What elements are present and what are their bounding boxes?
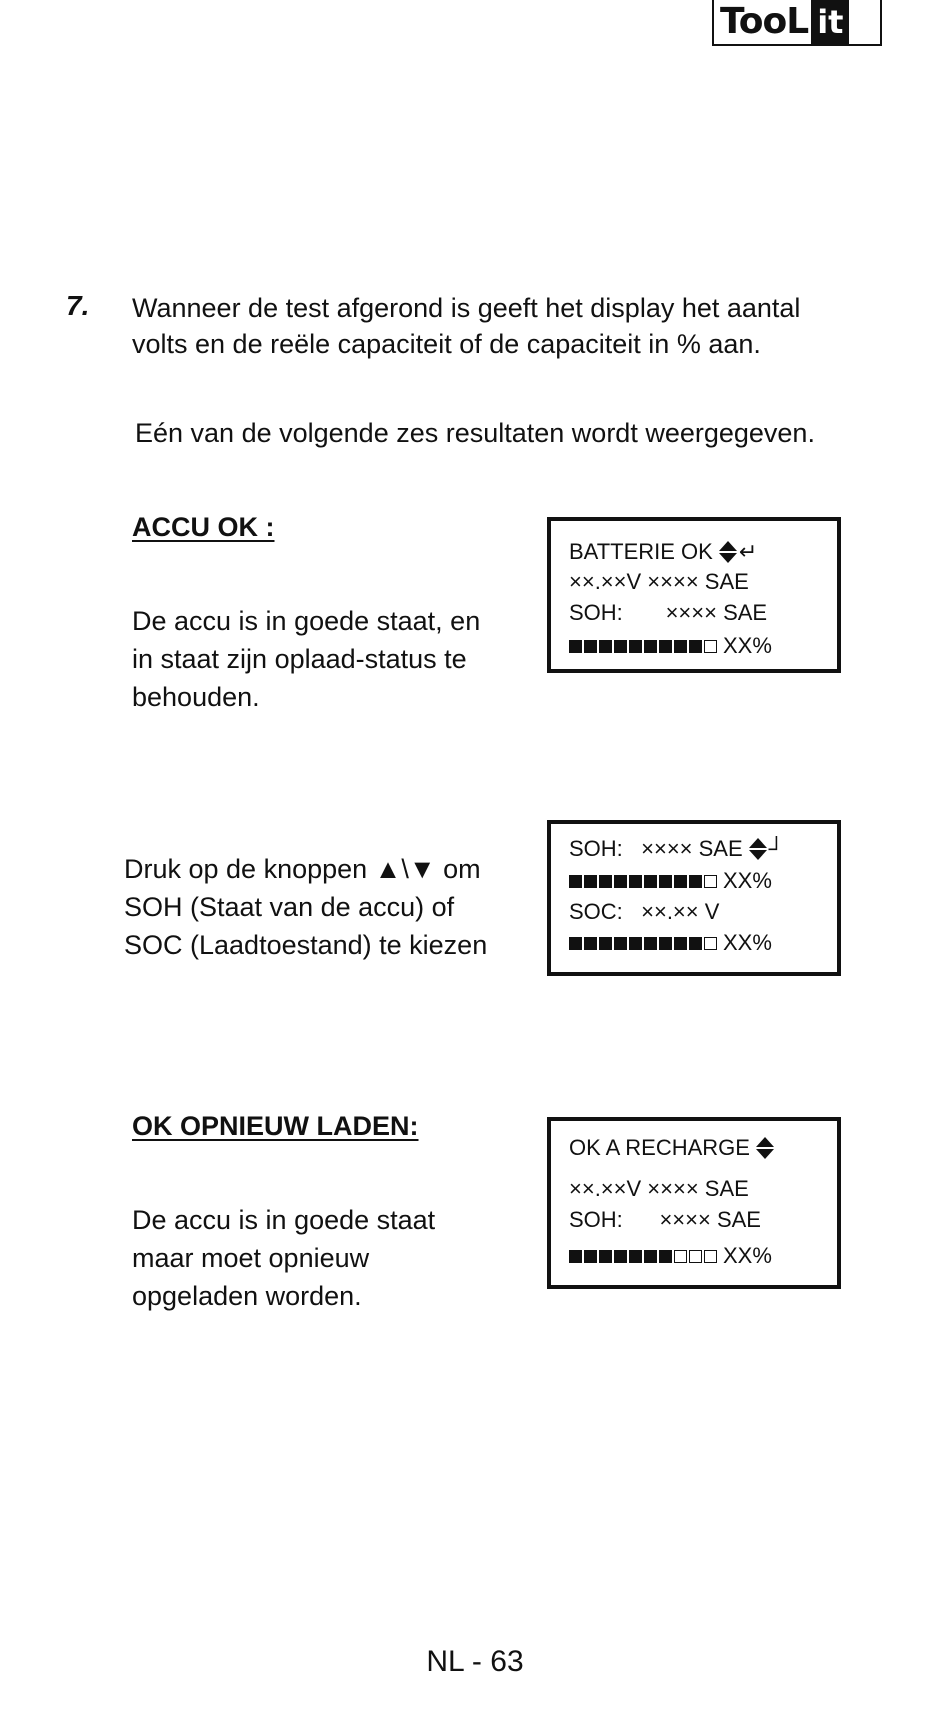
- section1-desc-line: behouden.: [132, 682, 260, 712]
- bar-segment-filled: [614, 640, 627, 653]
- step-line-1: Wanneer de test afgerond is geeft het display het aantal: [132, 293, 801, 323]
- bar-segment-filled: [614, 875, 627, 888]
- bar-segment-filled: [689, 640, 702, 653]
- bar-segment-filled: [569, 1250, 582, 1263]
- section3-desc-line: opgeladen worden.: [132, 1281, 362, 1311]
- logo-it-text: it: [811, 0, 849, 45]
- up-down-arrows-icon: [749, 838, 767, 860]
- bar-segment-empty: [704, 1250, 717, 1263]
- enter-icon: ┘: [768, 836, 785, 861]
- bar-segment-filled: [599, 937, 612, 950]
- soh-percent: XX%: [723, 868, 772, 893]
- lcd-soh-text: SOH: ×××× SAE: [569, 836, 743, 861]
- bar-segment-empty: [674, 1250, 687, 1263]
- lcd-row: [569, 930, 772, 956]
- bar-segment-filled: [674, 875, 687, 888]
- bar-segment-filled: [614, 937, 627, 950]
- lcd-status-text: OK A RECHARGE: [569, 1135, 750, 1160]
- bar-segment-filled: [599, 875, 612, 888]
- lcd-row: [569, 1135, 774, 1161]
- lcd-row: [569, 868, 772, 894]
- section2-desc-line: Druk op de knoppen ▲\▼ om: [124, 854, 481, 884]
- lcd-row: [569, 1243, 772, 1269]
- bar-segment-filled: [659, 937, 672, 950]
- bar-segment-filled: [629, 875, 642, 888]
- bar-segment-filled: [584, 937, 597, 950]
- bar-segment-filled: [584, 1250, 597, 1263]
- step-number: 7.: [66, 290, 90, 321]
- capacity-bar: [569, 640, 717, 653]
- section1-desc-line: in staat zijn oplaad-status te: [132, 644, 467, 674]
- bar-segment-filled: [659, 1250, 672, 1263]
- lcd-row: [569, 633, 772, 659]
- lcd-status-text: BATTERIE OK: [569, 539, 713, 564]
- capacity-bar: [569, 1250, 717, 1263]
- lcd-row: SOH: ×××× SAE: [569, 600, 768, 625]
- section3-heading: OK OPNIEUW LADEN:: [132, 1111, 419, 1141]
- step-line-2: volts en de reële capaciteit of de capaciteit in % aan.: [132, 329, 761, 359]
- section2-description: [124, 850, 487, 964]
- intro-text: Eén van de volgende zes resultaten wordt weergegeven.: [135, 418, 815, 448]
- lcd-row: [569, 539, 757, 565]
- bar-segment-filled: [599, 640, 612, 653]
- toolit-logo: [712, 0, 882, 46]
- bar-segment-filled: [569, 937, 582, 950]
- bar-segment-filled: [689, 875, 702, 888]
- up-down-arrows-icon: [756, 1137, 774, 1159]
- lcd-row: ××.××V ×××× SAE: [569, 1176, 749, 1201]
- soc-bar: [569, 937, 717, 950]
- bar-segment-filled: [659, 640, 672, 653]
- bar-segment-filled: [629, 1250, 642, 1263]
- section3-desc-line: De accu is in goede staat: [132, 1205, 436, 1235]
- bar-segment-empty: [704, 640, 717, 653]
- section2-desc-line: SOC (Laadtoestand) te kiezen: [124, 930, 488, 960]
- bar-segment-filled: [689, 937, 702, 950]
- bar-segment-filled: [569, 875, 582, 888]
- lcd-row: [569, 836, 784, 862]
- section2-desc-line: SOH (Staat van de accu) of: [124, 892, 455, 922]
- section1-heading: ACCU OK :: [132, 512, 275, 542]
- bar-segment-empty: [704, 875, 717, 888]
- bar-segment-filled: [644, 875, 657, 888]
- logo-tool-text: TooL: [720, 1, 809, 42]
- bar-segment-filled: [629, 937, 642, 950]
- lcd-row: ××.××V ×××× SAE: [569, 569, 749, 594]
- bar-segment-filled: [674, 640, 687, 653]
- up-down-arrows-icon: [719, 541, 737, 563]
- bar-segment-filled: [584, 875, 597, 888]
- bar-segment-filled: [644, 937, 657, 950]
- soc-percent: XX%: [723, 930, 772, 955]
- lcd-display-ok-recharge: [547, 1117, 841, 1289]
- bar-segment-filled: [614, 1250, 627, 1263]
- bar-segment-filled: [644, 1250, 657, 1263]
- section3-desc-line: maar moet opnieuw: [132, 1243, 370, 1273]
- bar-segment-filled: [569, 640, 582, 653]
- lcd-row: SOH: ×××× SAE: [569, 1207, 761, 1232]
- bar-segment-filled: [584, 640, 597, 653]
- bar-segment-filled: [629, 640, 642, 653]
- enter-icon: ↵: [738, 539, 758, 564]
- bar-segment-empty: [689, 1250, 702, 1263]
- bar-segment-filled: [599, 1250, 612, 1263]
- step-text: [132, 290, 892, 362]
- bar-segment-empty: [704, 937, 717, 950]
- capacity-percent: XX%: [723, 1243, 772, 1268]
- section1-description: [132, 602, 480, 716]
- capacity-percent: XX%: [723, 633, 772, 658]
- lcd-row: SOC: ××.×× V: [569, 899, 720, 924]
- section3-description: [132, 1201, 435, 1315]
- page-number: NL - 63: [426, 1645, 524, 1678]
- soh-bar: [569, 875, 717, 888]
- lcd-display-soh-soc: [547, 820, 841, 976]
- section1-desc-line: De accu is in goede staat, en: [132, 606, 481, 636]
- bar-segment-filled: [659, 875, 672, 888]
- bar-segment-filled: [674, 937, 687, 950]
- bar-segment-filled: [644, 640, 657, 653]
- lcd-display-accu-ok: [547, 517, 841, 673]
